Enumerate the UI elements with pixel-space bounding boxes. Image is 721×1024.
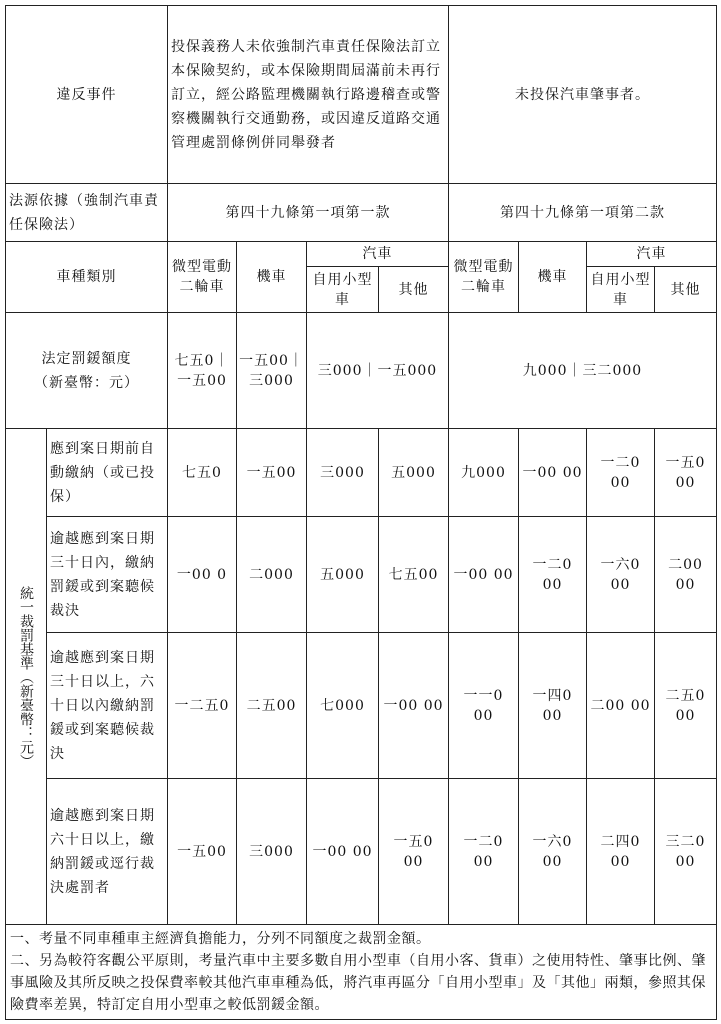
legal-basis-label: 法源依據（強制汽車責任保險法） xyxy=(6,184,168,242)
vehicle-private-small-2: 自用小型車 xyxy=(587,267,655,313)
standard-row-4-value: 一五00 xyxy=(168,779,237,925)
vehicle-micro-2: 微型電動二輪車 xyxy=(449,242,519,313)
vehicle-motorcycle-2: 機車 xyxy=(519,242,587,313)
standard-row-3 xyxy=(6,633,717,779)
vehicle-type-row-1 xyxy=(6,242,717,267)
standard-row-4-value: 一二0 00 xyxy=(449,779,519,925)
standard-row-2-value: 二00 00 xyxy=(655,517,717,633)
standard-row-3-desc: 逾越應到案日期三十日以上，六十日以內繳納罰鍰或到案聽候裁決 xyxy=(47,633,168,779)
standard-row-2-value: 五000 xyxy=(307,517,379,633)
standard-row-2-value: 一00 00 xyxy=(449,517,519,633)
standard-row-3-value: 一二五0 xyxy=(168,633,237,779)
standard-row-3-value: 七000 xyxy=(307,633,379,779)
standard-row-2-value: 七五00 xyxy=(379,517,449,633)
vehicle-micro-1: 微型電動二輪車 xyxy=(168,242,237,313)
violation-col1: 投保義務人未依強制汽車責任保險法訂立本保險契約，或本保險期間屆滿前未再行訂立，經公路監理機關執行路邊稽查或警察機關執行交通勤務，或因違反道路交通管理處罰條例併同舉發者 xyxy=(168,6,449,184)
standard-row-2-value: 一00 0 xyxy=(168,517,237,633)
standard-row-2-desc: 逾越應到案日期三十日內，繳納罰鍰或到案聽候裁決 xyxy=(47,517,168,633)
standard-row-2-value: 一六0 00 xyxy=(587,517,655,633)
legal-basis-col2: 第四十九條第一項第二款 xyxy=(449,184,717,242)
note-2: 二、另為較符客觀公平原則，考量汽車中主要多數自用小型車（自用小客、貨車）之使用特性、肇事比例、肇事風險及其所反映之投保費率較其他汽車車種為低，將汽車再區分「自用小型車」及「其他」兩類，參照其保險費率差異，特訂定自用小型車之較低罰鍰金額。 xyxy=(10,953,706,1013)
standard-row-1-value: 九000 xyxy=(449,429,519,517)
note-1: 一、考量不同車種車主經濟負擔能力，分列不同額度之裁罰金額。 xyxy=(10,931,431,947)
standard-row-4-value: 一00 00 xyxy=(307,779,379,925)
notes-cell xyxy=(6,925,717,1020)
standard-row-1-value: 三000 xyxy=(307,429,379,517)
standard-label-cell xyxy=(6,429,47,925)
standard-row-1-value: 一00 00 xyxy=(519,429,587,517)
fine-table xyxy=(5,5,717,1020)
standard-row-1-value: 一五00 xyxy=(237,429,307,517)
standard-row-4-value: 一五0 00 xyxy=(379,779,449,925)
statutory-fine-micro: 七五0｜一五00 xyxy=(168,313,237,429)
standard-row-2-value: 二000 xyxy=(237,517,307,633)
statutory-fine-label xyxy=(6,313,168,429)
standard-row-4-value: 三二0 00 xyxy=(655,779,717,925)
statutory-fine-motorcycle: 一五00｜三000 xyxy=(237,313,307,429)
standard-row-3-value: 一一0 00 xyxy=(449,633,519,779)
standard-row-3-value: 二五0 00 xyxy=(655,633,717,779)
notes-row xyxy=(6,925,717,1020)
statutory-fine-label-2: （新臺幣：元） xyxy=(34,374,139,391)
vehicle-type-label: 車種類別 xyxy=(6,242,168,313)
legal-basis-col1: 第四十九條第一項第一款 xyxy=(168,184,449,242)
standard-row-2-value: 一二0 00 xyxy=(519,517,587,633)
standard-row-1-value: 五000 xyxy=(379,429,449,517)
standard-row-4 xyxy=(6,779,717,925)
statutory-fine-car-2: 九000｜三二000 xyxy=(449,313,717,429)
standard-row-1-desc: 應到案日期前自動繳納（或已投保） xyxy=(47,429,168,517)
standard-row-3-value: 二00 00 xyxy=(587,633,655,779)
violation-label: 違反事件 xyxy=(6,6,168,184)
violation-row xyxy=(6,6,717,184)
standard-row-1 xyxy=(6,429,717,517)
statutory-fine-label-1: 法定罰鍰額度 xyxy=(41,350,132,367)
standard-row-3-value: 一四0 00 xyxy=(519,633,587,779)
standard-row-3-value: 二五00 xyxy=(237,633,307,779)
standard-label: 統一裁罰基準（新臺幣：元） xyxy=(18,585,34,768)
standard-row-1-value: 一五0 00 xyxy=(655,429,717,517)
vehicle-other-2: 其他 xyxy=(655,267,717,313)
statutory-fine-row xyxy=(6,313,717,429)
standard-row-2 xyxy=(6,517,717,633)
vehicle-motorcycle-1: 機車 xyxy=(237,242,307,313)
standard-row-3-value: 一00 00 xyxy=(379,633,449,779)
legal-basis-row xyxy=(6,184,717,242)
violation-col2: 未投保汽車肇事者。 xyxy=(449,6,717,184)
standard-row-1-value: 七五0 xyxy=(168,429,237,517)
vehicle-car-2: 汽車 xyxy=(587,242,717,267)
standard-row-4-value: 三000 xyxy=(237,779,307,925)
vehicle-other-1: 其他 xyxy=(379,267,449,313)
standard-row-4-value: 二四0 00 xyxy=(587,779,655,925)
statutory-fine-car-1: 三000｜一五000 xyxy=(307,313,449,429)
standard-row-1-value: 一二0 00 xyxy=(587,429,655,517)
vehicle-private-small-1: 自用小型車 xyxy=(307,267,379,313)
standard-row-4-value: 一六0 00 xyxy=(519,779,587,925)
vehicle-car-1: 汽車 xyxy=(307,242,449,267)
standard-row-4-desc: 逾越應到案日期六十日以上，繳納罰鍰或逕行裁決處罰者 xyxy=(47,779,168,925)
